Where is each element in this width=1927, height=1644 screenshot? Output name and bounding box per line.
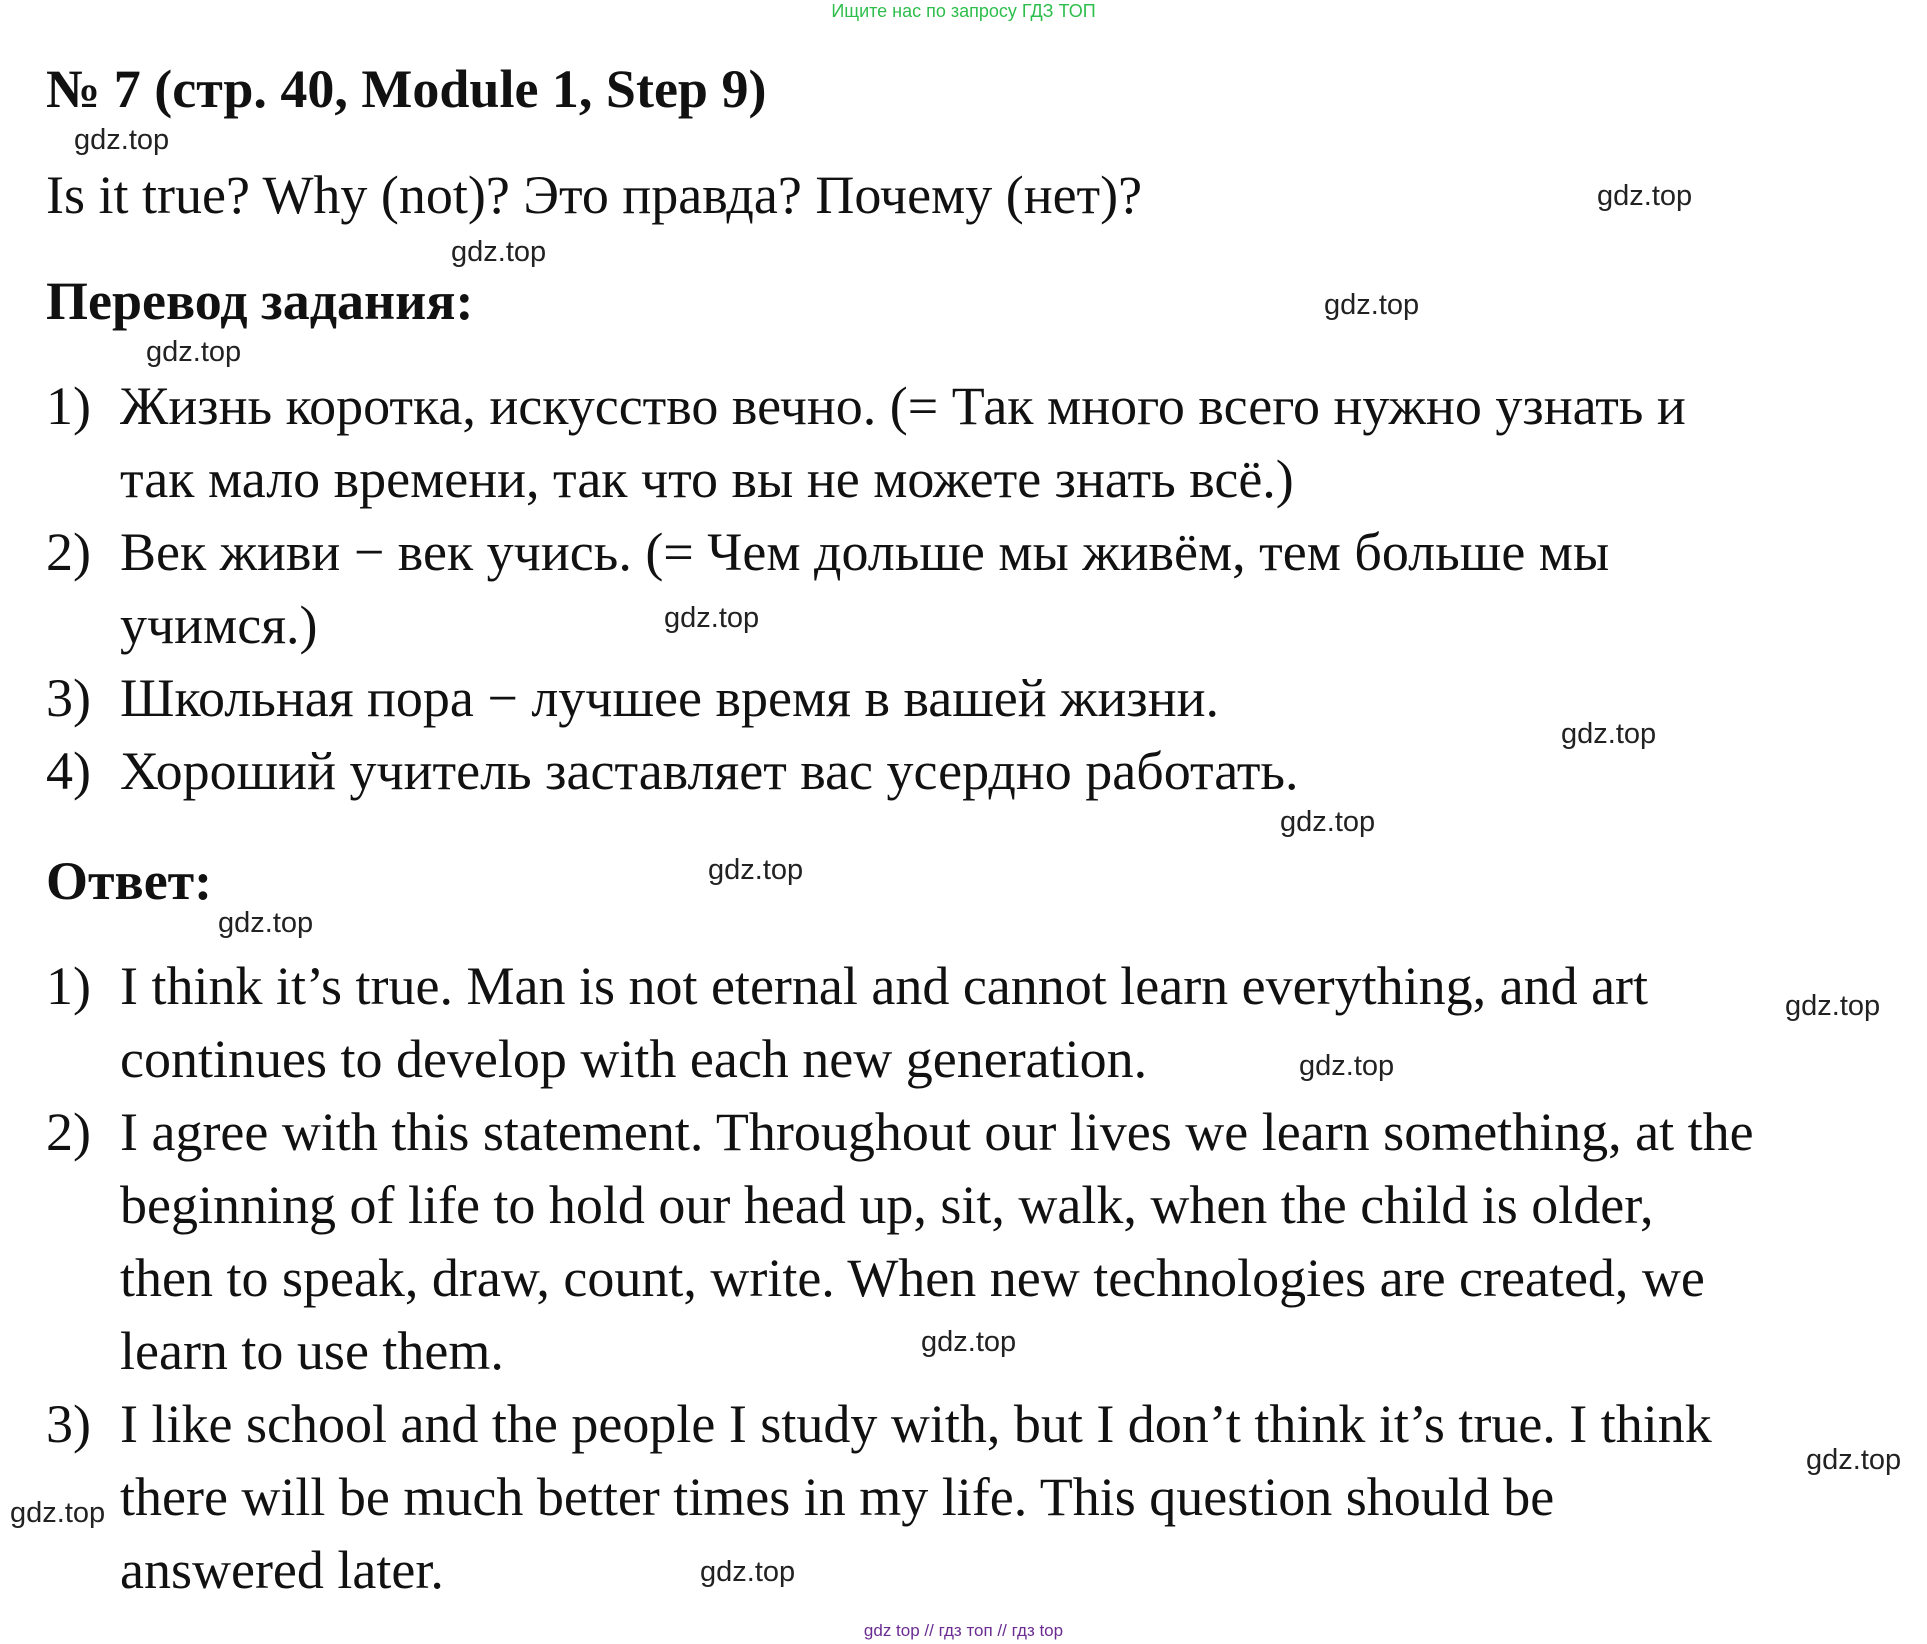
item-number: 1) [46, 956, 91, 1016]
watermark: gdz.top [708, 854, 804, 886]
translation-item-1 [46, 370, 1906, 516]
item-text: I agree with this statement. Throughout our lives we learn something, at the beginning of life to hold our head up, sit, walk, when the child is older, then to speak, draw, count, write. When new technologies are created, we learn to use them. [120, 1102, 1754, 1381]
answer-item-3 [46, 1388, 1906, 1607]
watermark: gdz.top [1806, 1444, 1902, 1476]
answer-title: Ответ: [46, 851, 213, 911]
top-banner: Ищите нас по запросу ГДЗ ТОП [831, 1, 1096, 21]
item-number: 3) [46, 668, 91, 728]
watermark: gdz.top [146, 336, 242, 368]
translation-title: Перевод задания: [46, 271, 474, 331]
watermark: gdz.top [1280, 806, 1376, 838]
item-text: Жизнь коротка, искусство вечно. (= Так много всего нужно узнать и так мало времени, так что вы не можете знать всё.) [120, 376, 1686, 509]
watermark: gdz.top [218, 907, 314, 939]
item-number: 2) [46, 522, 91, 582]
item-text: Хороший учитель заставляет вас усердно работать. [120, 741, 1299, 801]
task-text: Is it true? Why (not)? Это правда? Почему (нет)? [46, 165, 1143, 225]
item-text: I like school and the people I study with, but I don’t think it’s true. I think there will be much better times in my life. This question should be answered later. [120, 1394, 1712, 1600]
answer-item-1 [46, 950, 1906, 1096]
item-number: 4) [46, 741, 91, 801]
watermark: gdz.top [1561, 718, 1657, 750]
watermark: gdz.top [664, 602, 760, 634]
watermark: gdz.top [1785, 990, 1881, 1022]
item-number: 1) [46, 376, 91, 436]
watermark: gdz.top [1299, 1050, 1395, 1082]
item-text: Школьная пора − лучшее время в вашей жизни. [120, 668, 1219, 728]
watermark: gdz.top [74, 124, 170, 156]
exercise-heading: № 7 (стр. 40, Module 1, Step 9) [46, 59, 767, 119]
footer-watermark: gdz top // гдз топ // гдз top [863, 1621, 1064, 1640]
item-text: Век живи − век учись. (= Чем дольше мы живём, тем больше мы учимся.) [120, 522, 1610, 655]
watermark: gdz.top [10, 1497, 106, 1529]
item-number: 2) [46, 1102, 91, 1162]
watermark: gdz.top [700, 1556, 796, 1588]
watermark: gdz.top [921, 1326, 1017, 1358]
watermark: gdz.top [1597, 180, 1693, 212]
translation-item-2 [46, 516, 1906, 662]
watermark: gdz.top [451, 236, 547, 268]
watermark: gdz.top [1324, 289, 1420, 321]
item-number: 3) [46, 1394, 91, 1454]
item-text: I think it’s true. Man is not eternal and cannot learn everything, and art continues to develop with each new generation. [120, 956, 1649, 1089]
